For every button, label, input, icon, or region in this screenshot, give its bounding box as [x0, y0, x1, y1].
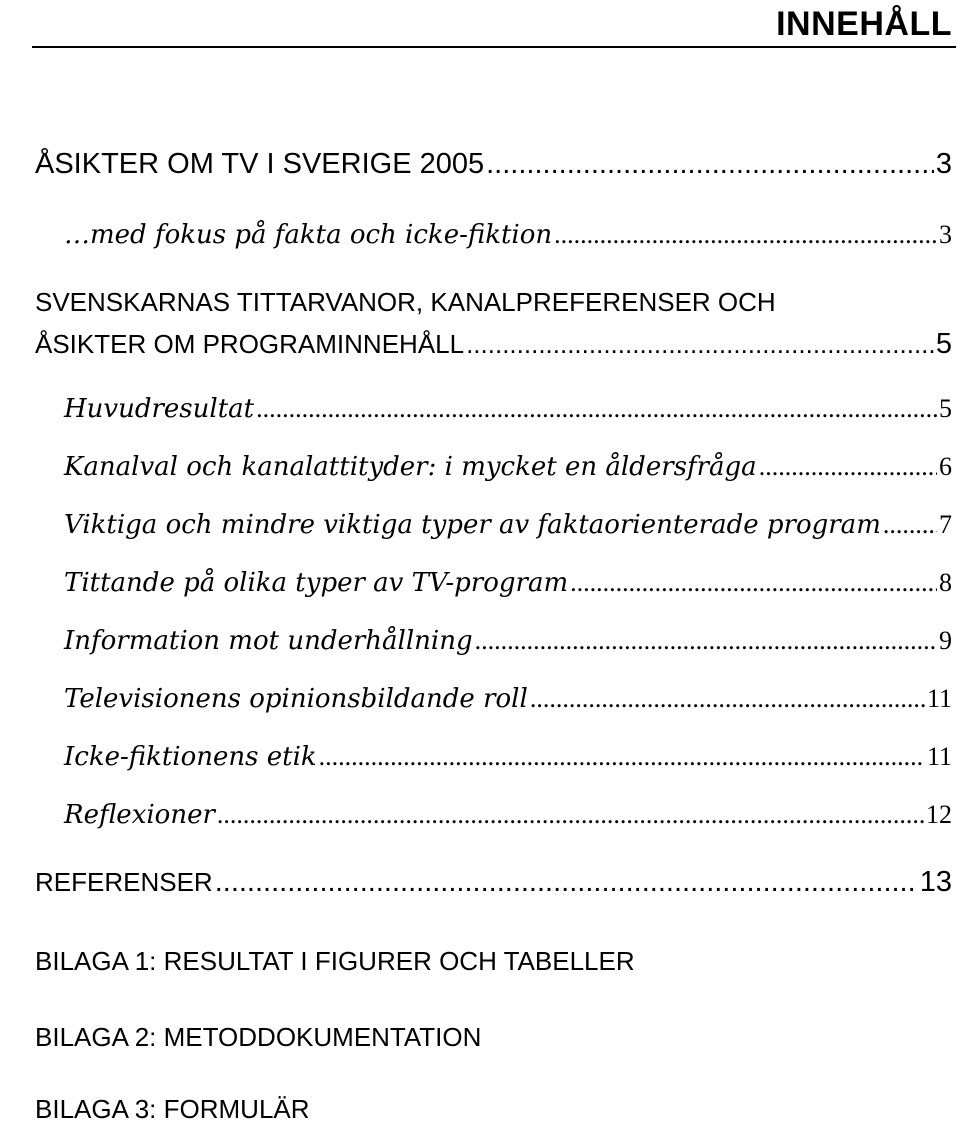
toc-leader-dots	[475, 626, 937, 656]
toc-entry-referenser[interactable]	[35, 866, 952, 899]
toc-leader-dots	[217, 800, 924, 830]
toc-leader-dots	[883, 510, 937, 540]
toc-subentry[interactable]	[64, 684, 952, 714]
toc-subentry-title: Icke-fiktionens etik	[64, 742, 317, 772]
toc-subentry-title: …med fokus på fakta och icke-fiktion	[64, 220, 553, 250]
toc-subentry-title: Televisionens opinionsbildande roll	[64, 684, 528, 714]
toc-leader-dots	[466, 329, 934, 360]
toc-appendix-1[interactable]: BILAGA 1: RESULTAT I FIGURER OCH TABELLER	[35, 946, 635, 976]
toc-subentry[interactable]	[64, 510, 952, 540]
toc-page-number: 3	[939, 220, 952, 249]
toc-subentry[interactable]	[64, 452, 952, 482]
toc-subentry-title: Information mot underhållning	[64, 626, 473, 656]
toc-page-number: 11	[926, 742, 952, 771]
toc-page-number: 7	[939, 510, 952, 539]
toc-entry-title: REFERENSER	[35, 867, 213, 897]
toc-page-number: 6	[939, 452, 952, 481]
toc-subentry-title: Kanalval och kanalattityder: i mycket en åldersfråga	[64, 452, 757, 482]
toc-subentry[interactable]	[64, 626, 952, 656]
toc-subentry-title: Huvudresultat	[64, 394, 255, 424]
toc-leader-dots	[759, 452, 937, 482]
page-title: INNEHÅLL	[776, 5, 952, 43]
toc-subentry-title: Tittande på olika typer av TV-program	[64, 568, 569, 598]
toc-entry-title: ÅSIKTER OM TV I SVERIGE 2005	[35, 148, 485, 180]
toc-entry-title-line2: ÅSIKTER OM PROGRAMINNEHÅLL	[35, 329, 465, 359]
toc-leader-dots	[530, 684, 925, 714]
toc-page-number: 11	[926, 684, 952, 713]
toc-page-number: 5	[939, 394, 952, 423]
toc-leader-dots	[215, 866, 918, 899]
header-divider	[32, 46, 956, 48]
toc-entry-asikter[interactable]	[35, 148, 952, 181]
toc-leader-dots	[570, 568, 937, 598]
toc-entry-svenskarnas[interactable]	[35, 328, 952, 361]
toc-leader-dots	[256, 394, 937, 424]
toc-subentry[interactable]	[64, 800, 952, 830]
toc-appendix-3[interactable]: BILAGA 3: FORMULÄR	[35, 1094, 310, 1124]
toc-leader-dots	[554, 220, 937, 250]
toc-page-number: 5	[935, 328, 952, 360]
toc-subentry-title: Viktiga och mindre viktiga typer av faktaorienterade program	[64, 510, 881, 540]
toc-subentry-title: Reflexioner	[64, 800, 215, 830]
toc-leader-dots	[486, 148, 934, 181]
toc-subentry[interactable]	[64, 568, 952, 598]
toc-page-number: 8	[939, 568, 952, 597]
toc-page-number: 9	[939, 626, 952, 655]
toc-leader-dots	[319, 742, 925, 772]
toc-page-number: 3	[935, 148, 952, 180]
toc-appendix-2[interactable]: BILAGA 2: METODDOKUMENTATION	[35, 1022, 482, 1052]
toc-page-number: 13	[919, 866, 952, 898]
toc-subentry[interactable]	[64, 742, 952, 772]
toc-subentry[interactable]	[64, 394, 952, 424]
toc-page-number: 12	[926, 800, 952, 829]
toc-subentry-fokus[interactable]	[64, 220, 952, 250]
toc-entry-title-line1[interactable]: SVENSKARNAS TITTARVANOR, KANALPREFERENSER OCH	[35, 287, 776, 317]
